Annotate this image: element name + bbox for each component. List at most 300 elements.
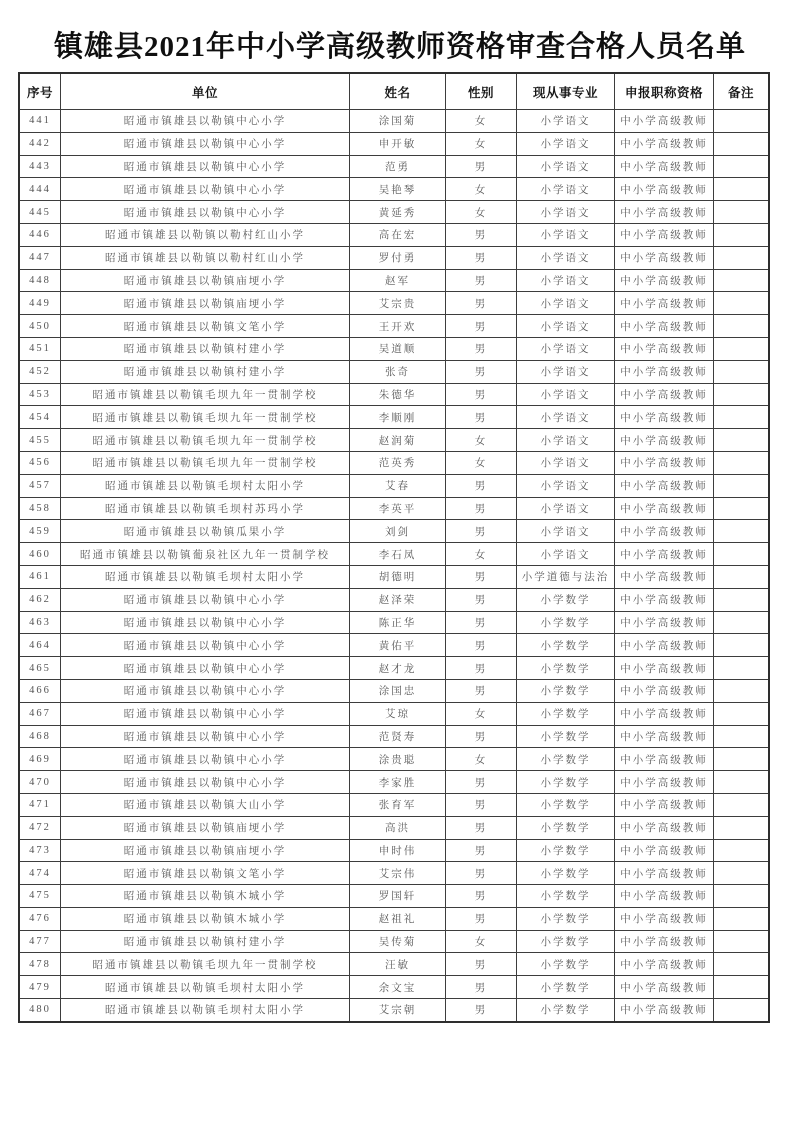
remark-cell bbox=[714, 839, 770, 862]
name-cell: 汪敏 bbox=[350, 953, 446, 976]
unit-cell: 昭通市镇雄县以勒镇毛坝村太阳小学 bbox=[61, 999, 350, 1022]
unit-cell: 昭通市镇雄县以勒镇中心小学 bbox=[61, 110, 350, 133]
header-name: 姓名 bbox=[350, 73, 446, 110]
table-row bbox=[19, 543, 769, 566]
title-qualification-cell: 中小学高级教师 bbox=[615, 588, 714, 611]
subject-cell: 小学数学 bbox=[517, 748, 615, 771]
subject-cell: 小学数学 bbox=[517, 999, 615, 1022]
row-index-cell: 472 bbox=[19, 816, 61, 839]
remark-cell bbox=[714, 611, 770, 634]
unit-cell: 昭通市镇雄县以勒镇中心小学 bbox=[61, 748, 350, 771]
remark-cell bbox=[714, 702, 770, 725]
gender-cell: 男 bbox=[446, 588, 517, 611]
row-index-cell: 447 bbox=[19, 246, 61, 269]
row-index-cell: 477 bbox=[19, 930, 61, 953]
subject-cell: 小学语文 bbox=[517, 155, 615, 178]
unit-cell: 昭通市镇雄县以勒镇大山小学 bbox=[61, 793, 350, 816]
unit-cell: 昭通市镇雄县以勒镇以勒村红山小学 bbox=[61, 223, 350, 246]
remark-cell bbox=[714, 110, 770, 133]
unit-cell: 昭通市镇雄县以勒镇庙埂小学 bbox=[61, 269, 350, 292]
unit-cell: 昭通市镇雄县以勒镇中心小学 bbox=[61, 201, 350, 224]
name-cell: 张奇 bbox=[350, 360, 446, 383]
remark-cell bbox=[714, 406, 770, 429]
table-row bbox=[19, 315, 769, 338]
gender-cell: 女 bbox=[446, 178, 517, 201]
unit-cell: 昭通市镇雄县以勒镇村建小学 bbox=[61, 337, 350, 360]
title-qualification-cell: 中小学高级教师 bbox=[615, 657, 714, 680]
subject-cell: 小学数学 bbox=[517, 634, 615, 657]
gender-cell: 女 bbox=[446, 110, 517, 133]
subject-cell: 小学语文 bbox=[517, 110, 615, 133]
title-qualification-cell: 中小学高级教师 bbox=[615, 406, 714, 429]
name-cell: 赵才龙 bbox=[350, 657, 446, 680]
remark-cell bbox=[714, 930, 770, 953]
name-cell: 范贤寿 bbox=[350, 725, 446, 748]
remark-cell bbox=[714, 862, 770, 885]
gender-cell: 男 bbox=[446, 223, 517, 246]
gender-cell: 男 bbox=[446, 383, 517, 406]
title-qualification-cell: 中小学高级教师 bbox=[615, 862, 714, 885]
row-index-cell: 480 bbox=[19, 999, 61, 1022]
remark-cell bbox=[714, 337, 770, 360]
row-index-cell: 457 bbox=[19, 474, 61, 497]
table-row bbox=[19, 360, 769, 383]
gender-cell: 男 bbox=[446, 611, 517, 634]
gender-cell: 男 bbox=[446, 907, 517, 930]
table-body bbox=[19, 110, 769, 1022]
unit-cell: 昭通市镇雄县以勒镇中心小学 bbox=[61, 155, 350, 178]
gender-cell: 男 bbox=[446, 497, 517, 520]
table-row bbox=[19, 451, 769, 474]
unit-cell: 昭通市镇雄县以勒镇村建小学 bbox=[61, 930, 350, 953]
remark-cell bbox=[714, 201, 770, 224]
title-qualification-cell: 中小学高级教师 bbox=[615, 793, 714, 816]
unit-cell: 昭通市镇雄县以勒镇毛坝村太阳小学 bbox=[61, 976, 350, 999]
gender-cell: 男 bbox=[446, 474, 517, 497]
title-qualification-cell: 中小学高级教师 bbox=[615, 223, 714, 246]
name-cell: 赵润菊 bbox=[350, 429, 446, 452]
row-index-cell: 467 bbox=[19, 702, 61, 725]
gender-cell: 男 bbox=[446, 246, 517, 269]
table-row bbox=[19, 474, 769, 497]
title-qualification-cell: 中小学高级教师 bbox=[615, 360, 714, 383]
title-qualification-cell: 中小学高级教师 bbox=[615, 565, 714, 588]
gender-cell: 男 bbox=[446, 725, 517, 748]
gender-cell: 男 bbox=[446, 269, 517, 292]
gender-cell: 男 bbox=[446, 565, 517, 588]
row-index-cell: 478 bbox=[19, 953, 61, 976]
title-qualification-cell: 中小学高级教师 bbox=[615, 930, 714, 953]
title-qualification-cell: 中小学高级教师 bbox=[615, 611, 714, 634]
gender-cell: 男 bbox=[446, 793, 517, 816]
row-index-cell: 448 bbox=[19, 269, 61, 292]
table-row bbox=[19, 429, 769, 452]
subject-cell: 小学语文 bbox=[517, 246, 615, 269]
remark-cell bbox=[714, 748, 770, 771]
title-qualification-cell: 中小学高级教师 bbox=[615, 839, 714, 862]
gender-cell: 男 bbox=[446, 953, 517, 976]
subject-cell: 小学语文 bbox=[517, 315, 615, 338]
row-index-cell: 461 bbox=[19, 565, 61, 588]
row-index-cell: 458 bbox=[19, 497, 61, 520]
row-index-cell: 479 bbox=[19, 976, 61, 999]
gender-cell: 男 bbox=[446, 999, 517, 1022]
subject-cell: 小学语文 bbox=[517, 406, 615, 429]
name-cell: 申开敏 bbox=[350, 132, 446, 155]
gender-cell: 男 bbox=[446, 816, 517, 839]
gender-cell: 男 bbox=[446, 839, 517, 862]
table-row bbox=[19, 657, 769, 680]
remark-cell bbox=[714, 793, 770, 816]
name-cell: 余文宝 bbox=[350, 976, 446, 999]
table-row bbox=[19, 132, 769, 155]
subject-cell: 小学语文 bbox=[517, 543, 615, 566]
row-index-cell: 441 bbox=[19, 110, 61, 133]
gender-cell: 男 bbox=[446, 406, 517, 429]
table-header bbox=[19, 73, 769, 110]
row-index-cell: 451 bbox=[19, 337, 61, 360]
subject-cell: 小学数学 bbox=[517, 839, 615, 862]
subject-cell: 小学数学 bbox=[517, 588, 615, 611]
name-cell: 申时伟 bbox=[350, 839, 446, 862]
row-index-cell: 454 bbox=[19, 406, 61, 429]
table-row bbox=[19, 565, 769, 588]
unit-cell: 昭通市镇雄县以勒镇毛坝村苏玛小学 bbox=[61, 497, 350, 520]
remark-cell bbox=[714, 315, 770, 338]
remark-cell bbox=[714, 816, 770, 839]
subject-cell: 小学数学 bbox=[517, 679, 615, 702]
row-index-cell: 459 bbox=[19, 520, 61, 543]
subject-cell: 小学语文 bbox=[517, 497, 615, 520]
remark-cell bbox=[714, 520, 770, 543]
title-qualification-cell: 中小学高级教师 bbox=[615, 132, 714, 155]
title-qualification-cell: 中小学高级教师 bbox=[615, 451, 714, 474]
table-row bbox=[19, 930, 769, 953]
gender-cell: 男 bbox=[446, 292, 517, 315]
remark-cell bbox=[714, 292, 770, 315]
gender-cell: 男 bbox=[446, 360, 517, 383]
remark-cell bbox=[714, 999, 770, 1022]
table-row bbox=[19, 337, 769, 360]
subject-cell: 小学数学 bbox=[517, 611, 615, 634]
table-row bbox=[19, 155, 769, 178]
table-row bbox=[19, 816, 769, 839]
name-cell: 李顺刚 bbox=[350, 406, 446, 429]
remark-cell bbox=[714, 771, 770, 794]
unit-cell: 昭通市镇雄县以勒镇中心小学 bbox=[61, 634, 350, 657]
remark-cell bbox=[714, 474, 770, 497]
title-qualification-cell: 中小学高级教师 bbox=[615, 292, 714, 315]
row-index-cell: 471 bbox=[19, 793, 61, 816]
name-cell: 赵祖礼 bbox=[350, 907, 446, 930]
row-index-cell: 475 bbox=[19, 885, 61, 908]
gender-cell: 男 bbox=[446, 862, 517, 885]
table-row bbox=[19, 223, 769, 246]
remark-cell bbox=[714, 907, 770, 930]
unit-cell: 昭通市镇雄县以勒镇庙埂小学 bbox=[61, 839, 350, 862]
name-cell: 黄延秀 bbox=[350, 201, 446, 224]
row-index-cell: 453 bbox=[19, 383, 61, 406]
name-cell: 艾春 bbox=[350, 474, 446, 497]
unit-cell: 昭通市镇雄县以勒镇中心小学 bbox=[61, 178, 350, 201]
subject-cell: 小学语文 bbox=[517, 223, 615, 246]
unit-cell: 昭通市镇雄县以勒镇毛坝九年一贯制学校 bbox=[61, 953, 350, 976]
table-row bbox=[19, 383, 769, 406]
subject-cell: 小学语文 bbox=[517, 520, 615, 543]
subject-cell: 小学数学 bbox=[517, 725, 615, 748]
name-cell: 涂国忠 bbox=[350, 679, 446, 702]
name-cell: 王开欢 bbox=[350, 315, 446, 338]
table-row bbox=[19, 201, 769, 224]
remark-cell bbox=[714, 543, 770, 566]
table-row bbox=[19, 269, 769, 292]
subject-cell: 小学语文 bbox=[517, 132, 615, 155]
title-qualification-cell: 中小学高级教师 bbox=[615, 178, 714, 201]
unit-cell: 昭通市镇雄县以勒镇中心小学 bbox=[61, 588, 350, 611]
header-gender: 性别 bbox=[446, 73, 517, 110]
row-index-cell: 468 bbox=[19, 725, 61, 748]
remark-cell bbox=[714, 679, 770, 702]
row-index-cell: 469 bbox=[19, 748, 61, 771]
unit-cell: 昭通市镇雄县以勒镇毛坝九年一贯制学校 bbox=[61, 429, 350, 452]
remark-cell bbox=[714, 588, 770, 611]
subject-cell: 小学数学 bbox=[517, 862, 615, 885]
name-cell: 艾宗伟 bbox=[350, 862, 446, 885]
gender-cell: 女 bbox=[446, 132, 517, 155]
title-qualification-cell: 中小学高级教师 bbox=[615, 337, 714, 360]
header-row bbox=[19, 73, 769, 110]
header-remark: 备注 bbox=[714, 73, 770, 110]
header-unit: 单位 bbox=[61, 73, 350, 110]
subject-cell: 小学数学 bbox=[517, 816, 615, 839]
unit-cell: 昭通市镇雄县以勒镇毛坝九年一贯制学校 bbox=[61, 451, 350, 474]
unit-cell: 昭通市镇雄县以勒镇中心小学 bbox=[61, 771, 350, 794]
title-qualification-cell: 中小学高级教师 bbox=[615, 725, 714, 748]
remark-cell bbox=[714, 885, 770, 908]
name-cell: 朱德华 bbox=[350, 383, 446, 406]
gender-cell: 男 bbox=[446, 976, 517, 999]
table-row bbox=[19, 885, 769, 908]
title-qualification-cell: 中小学高级教师 bbox=[615, 748, 714, 771]
row-index-cell: 465 bbox=[19, 657, 61, 680]
remark-cell bbox=[714, 223, 770, 246]
unit-cell: 昭通市镇雄县以勒镇中心小学 bbox=[61, 702, 350, 725]
row-index-cell: 450 bbox=[19, 315, 61, 338]
title-qualification-cell: 中小学高级教师 bbox=[615, 702, 714, 725]
unit-cell: 昭通市镇雄县以勒镇村建小学 bbox=[61, 360, 350, 383]
row-index-cell: 464 bbox=[19, 634, 61, 657]
gender-cell: 女 bbox=[446, 201, 517, 224]
gender-cell: 男 bbox=[446, 657, 517, 680]
name-cell: 罗国轩 bbox=[350, 885, 446, 908]
title-qualification-cell: 中小学高级教师 bbox=[615, 497, 714, 520]
title-qualification-cell: 中小学高级教师 bbox=[615, 155, 714, 178]
title-qualification-cell: 中小学高级教师 bbox=[615, 885, 714, 908]
remark-cell bbox=[714, 565, 770, 588]
name-cell: 艾宗朝 bbox=[350, 999, 446, 1022]
table-row bbox=[19, 702, 769, 725]
remark-cell bbox=[714, 725, 770, 748]
title-qualification-cell: 中小学高级教师 bbox=[615, 520, 714, 543]
unit-cell: 昭通市镇雄县以勒镇文笔小学 bbox=[61, 315, 350, 338]
subject-cell: 小学数学 bbox=[517, 907, 615, 930]
name-cell: 李家胜 bbox=[350, 771, 446, 794]
gender-cell: 女 bbox=[446, 429, 517, 452]
unit-cell: 昭通市镇雄县以勒镇庙埂小学 bbox=[61, 816, 350, 839]
row-index-cell: 455 bbox=[19, 429, 61, 452]
remark-cell bbox=[714, 132, 770, 155]
name-cell: 艾宗贵 bbox=[350, 292, 446, 315]
title-qualification-cell: 中小学高级教师 bbox=[615, 907, 714, 930]
name-cell: 赵泽荣 bbox=[350, 588, 446, 611]
gender-cell: 男 bbox=[446, 315, 517, 338]
table-row bbox=[19, 679, 769, 702]
gender-cell: 女 bbox=[446, 748, 517, 771]
table-row bbox=[19, 999, 769, 1022]
remark-cell bbox=[714, 429, 770, 452]
gender-cell: 男 bbox=[446, 679, 517, 702]
subject-cell: 小学数学 bbox=[517, 930, 615, 953]
title-qualification-cell: 中小学高级教师 bbox=[615, 246, 714, 269]
subject-cell: 小学道德与法治 bbox=[517, 565, 615, 588]
gender-cell: 男 bbox=[446, 155, 517, 178]
title-qualification-cell: 中小学高级教师 bbox=[615, 269, 714, 292]
gender-cell: 女 bbox=[446, 930, 517, 953]
unit-cell: 昭通市镇雄县以勒镇中心小学 bbox=[61, 725, 350, 748]
name-cell: 赵军 bbox=[350, 269, 446, 292]
table-row bbox=[19, 748, 769, 771]
name-cell: 张育军 bbox=[350, 793, 446, 816]
remark-cell bbox=[714, 155, 770, 178]
header-subject: 现从事专业 bbox=[517, 73, 615, 110]
row-index-cell: 445 bbox=[19, 201, 61, 224]
page-title: 镇雄县2021年中小学高级教师资格审查合格人员名单 bbox=[53, 31, 746, 63]
remark-cell bbox=[714, 383, 770, 406]
subject-cell: 小学语文 bbox=[517, 383, 615, 406]
unit-cell: 昭通市镇雄县以勒镇葡泉社区九年一贯制学校 bbox=[61, 543, 350, 566]
subject-cell: 小学数学 bbox=[517, 771, 615, 794]
name-cell: 李石凤 bbox=[350, 543, 446, 566]
subject-cell: 小学语文 bbox=[517, 292, 615, 315]
subject-cell: 小学语文 bbox=[517, 360, 615, 383]
name-cell: 罗付勇 bbox=[350, 246, 446, 269]
name-cell: 高洪 bbox=[350, 816, 446, 839]
row-index-cell: 449 bbox=[19, 292, 61, 315]
table-row bbox=[19, 771, 769, 794]
row-index-cell: 446 bbox=[19, 223, 61, 246]
table-row bbox=[19, 246, 769, 269]
row-index-cell: 456 bbox=[19, 451, 61, 474]
name-cell: 吴艳琴 bbox=[350, 178, 446, 201]
name-cell: 高在宏 bbox=[350, 223, 446, 246]
remark-cell bbox=[714, 953, 770, 976]
row-index-cell: 470 bbox=[19, 771, 61, 794]
title-qualification-cell: 中小学高级教师 bbox=[615, 110, 714, 133]
subject-cell: 小学语文 bbox=[517, 201, 615, 224]
gender-cell: 男 bbox=[446, 885, 517, 908]
subject-cell: 小学语文 bbox=[517, 429, 615, 452]
name-cell: 刘剑 bbox=[350, 520, 446, 543]
name-cell: 胡德明 bbox=[350, 565, 446, 588]
unit-cell: 昭通市镇雄县以勒镇木城小学 bbox=[61, 907, 350, 930]
title-qualification-cell: 中小学高级教师 bbox=[615, 383, 714, 406]
unit-cell: 昭通市镇雄县以勒镇文笔小学 bbox=[61, 862, 350, 885]
remark-cell bbox=[714, 269, 770, 292]
gender-cell: 男 bbox=[446, 520, 517, 543]
table-row bbox=[19, 793, 769, 816]
table-row bbox=[19, 862, 769, 885]
table-row bbox=[19, 634, 769, 657]
remark-cell bbox=[714, 976, 770, 999]
row-index-cell: 444 bbox=[19, 178, 61, 201]
unit-cell: 昭通市镇雄县以勒镇毛坝九年一贯制学校 bbox=[61, 406, 350, 429]
row-index-cell: 474 bbox=[19, 862, 61, 885]
row-index-cell: 466 bbox=[19, 679, 61, 702]
name-cell: 陈正华 bbox=[350, 611, 446, 634]
subject-cell: 小学语文 bbox=[517, 337, 615, 360]
title-qualification-cell: 中小学高级教师 bbox=[615, 679, 714, 702]
row-index-cell: 442 bbox=[19, 132, 61, 155]
unit-cell: 昭通市镇雄县以勒镇庙埂小学 bbox=[61, 292, 350, 315]
name-cell: 涂贵聪 bbox=[350, 748, 446, 771]
subject-cell: 小学数学 bbox=[517, 702, 615, 725]
table-row bbox=[19, 725, 769, 748]
subject-cell: 小学语文 bbox=[517, 178, 615, 201]
unit-cell: 昭通市镇雄县以勒镇毛坝九年一贯制学校 bbox=[61, 383, 350, 406]
row-index-cell: 460 bbox=[19, 543, 61, 566]
name-cell: 涂国菊 bbox=[350, 110, 446, 133]
teacher-roster-table bbox=[18, 72, 770, 1023]
header-index: 序号 bbox=[19, 73, 61, 110]
subject-cell: 小学语文 bbox=[517, 451, 615, 474]
gender-cell: 男 bbox=[446, 337, 517, 360]
row-index-cell: 463 bbox=[19, 611, 61, 634]
title-qualification-cell: 中小学高级教师 bbox=[615, 429, 714, 452]
name-cell: 吴道顺 bbox=[350, 337, 446, 360]
row-index-cell: 473 bbox=[19, 839, 61, 862]
name-cell: 范勇 bbox=[350, 155, 446, 178]
remark-cell bbox=[714, 178, 770, 201]
row-index-cell: 476 bbox=[19, 907, 61, 930]
unit-cell: 昭通市镇雄县以勒镇中心小学 bbox=[61, 611, 350, 634]
title-qualification-cell: 中小学高级教师 bbox=[615, 315, 714, 338]
gender-cell: 女 bbox=[446, 702, 517, 725]
table-row bbox=[19, 406, 769, 429]
unit-cell: 昭通市镇雄县以勒镇木城小学 bbox=[61, 885, 350, 908]
unit-cell: 昭通市镇雄县以勒镇中心小学 bbox=[61, 657, 350, 680]
gender-cell: 女 bbox=[446, 451, 517, 474]
remark-cell bbox=[714, 246, 770, 269]
subject-cell: 小学语文 bbox=[517, 474, 615, 497]
gender-cell: 男 bbox=[446, 634, 517, 657]
gender-cell: 男 bbox=[446, 771, 517, 794]
remark-cell bbox=[714, 360, 770, 383]
table-row bbox=[19, 953, 769, 976]
table-row bbox=[19, 907, 769, 930]
title-qualification-cell: 中小学高级教师 bbox=[615, 816, 714, 839]
row-index-cell: 462 bbox=[19, 588, 61, 611]
title-qualification-cell: 中小学高级教师 bbox=[615, 953, 714, 976]
table-row bbox=[19, 839, 769, 862]
unit-cell: 昭通市镇雄县以勒镇以勒村红山小学 bbox=[61, 246, 350, 269]
subject-cell: 小学数学 bbox=[517, 953, 615, 976]
gender-cell: 女 bbox=[446, 543, 517, 566]
table-row bbox=[19, 497, 769, 520]
table-row bbox=[19, 611, 769, 634]
title-qualification-cell: 中小学高级教师 bbox=[615, 771, 714, 794]
title-qualification-cell: 中小学高级教师 bbox=[615, 999, 714, 1022]
title-qualification-cell: 中小学高级教师 bbox=[615, 976, 714, 999]
